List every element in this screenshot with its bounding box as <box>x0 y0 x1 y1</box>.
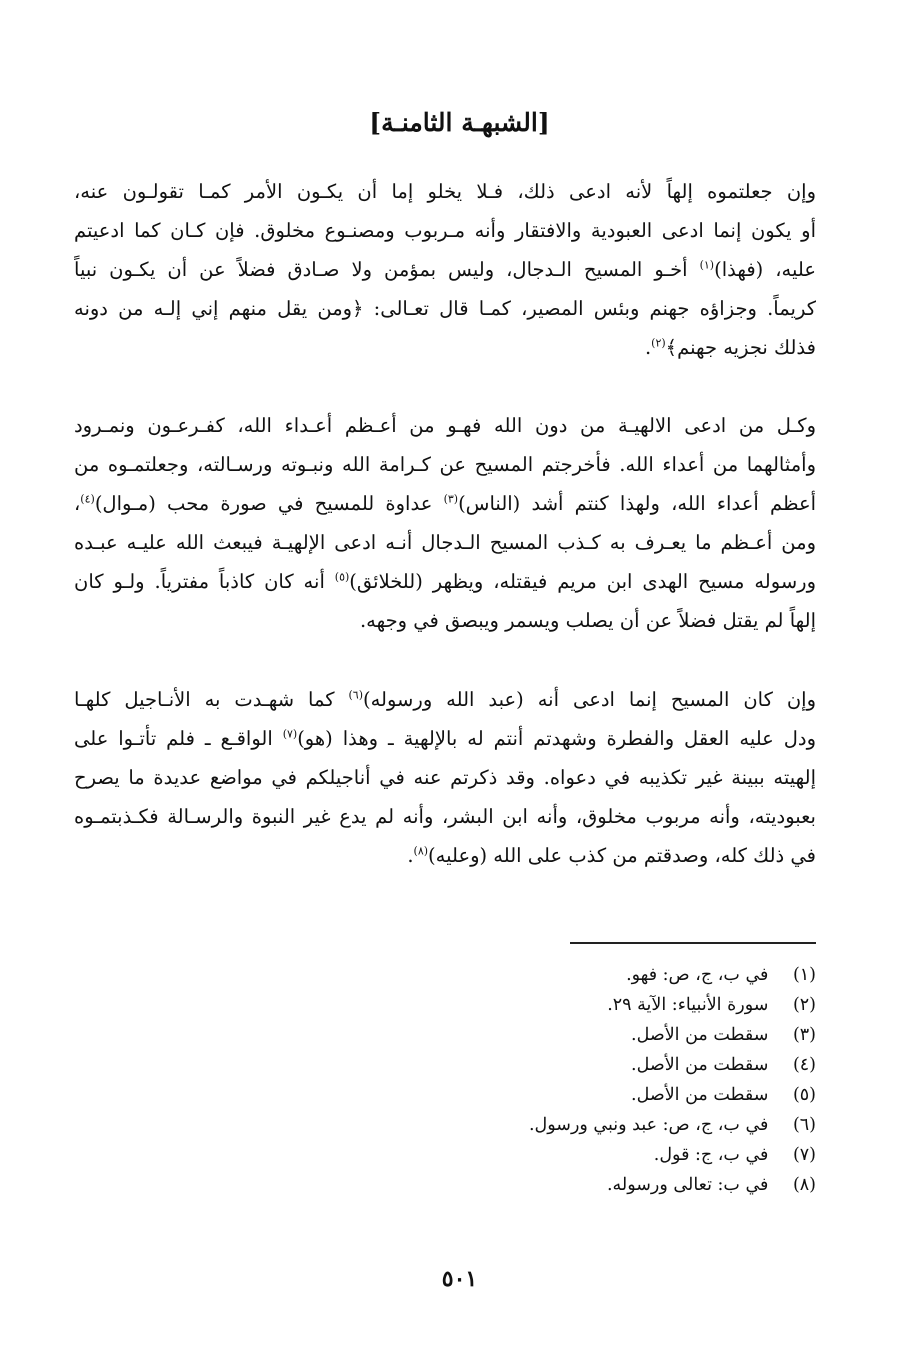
text-line: وإن جعلتموه إلهاً لأنه ادعى ذلك، فـلا يخلو إما أن يكـون الأمر كمـا تقولـون عنه، <box>74 180 816 203</box>
footnote-reference: (٧) <box>282 727 298 741</box>
footnote-reference: (٦) <box>348 688 363 702</box>
text-line: ودل عليه العقل والفطرة وشهدتم أنتم له بالإلهية ـ وهذا (هو)$^{(٧)}$ الواقـع ـ فلم تأتـوا على <box>74 727 816 750</box>
text-line: عليه، (فهذا)$^{(١)}$ أخـو المسيح الـدجال، وليس بمؤمن ولا صـادق فضلاً عن أن يكـون نبياً <box>74 258 816 281</box>
footnote-number: (٨) <box>792 1175 816 1195</box>
footnote-reference: (٣) <box>443 492 459 506</box>
footnote-text: سقطت من الأصل. <box>631 1055 769 1075</box>
footnote-number: (٢) <box>792 995 816 1015</box>
footnote-reference: (١) <box>699 258 715 272</box>
footnote-text: في ب: تعالى ورسوله. <box>606 1175 769 1195</box>
footnote-item <box>300 960 816 990</box>
text-line: كريماً. وجزاؤه جهنم وبئس المصير، كمـا قال تعـالى: ﴿ومن يقل منهم إني إلـه من دونه <box>74 297 816 320</box>
text-line: فذلك نجزيه جهنم﴾$^{(٢)}$. <box>644 336 816 359</box>
text-line: وإن كان المسيح إنما ادعى أنه (عبد الله ورسوله)$^{(٦)}$ كما شهـدت به الأنـاجيل كلهـا <box>74 688 816 711</box>
footnote-number: (١) <box>792 965 816 985</box>
footnote-number: (٣) <box>792 1025 816 1045</box>
text-line: وأمثالهما من أعداء الله. فأخرجتم المسيح عن كـرامة الله ونبـوته ورسـالته، وجعلتمـوه من <box>74 453 816 476</box>
footnote-text: في ب، ج، ص: فهو. <box>626 965 769 985</box>
footnote-reference: (٤) <box>80 492 95 506</box>
text-line: ومن أعـظم ما يعـرف به كـذب المسيح الـدجال أنـه ادعى الإلهيـة فيبعث الله عليـه عبـده <box>74 531 816 554</box>
footnote-number: (٦) <box>792 1115 816 1135</box>
text-line: إلهيته ببينة غير تكذيبه في دعواه. وقد ذكرتم عنه في أناجيلكم في مواضع عديدة ما يصرح <box>74 766 816 789</box>
footnote-reference: (٢) <box>651 336 666 350</box>
footnote-text: في ب، ج، ص: عبد ونبي ورسول. <box>528 1115 769 1135</box>
footnote-item <box>300 1050 816 1080</box>
text-line: أو يكون إنما ادعى العبودية والافتقار وأنه مـربوب ومصنـوع مخلوق. فإن كـان كما ادعيتم <box>74 219 816 242</box>
footnote-text: سورة الأنبياء: الآية ٢٩. <box>607 995 769 1015</box>
text-line: في ذلك كله، وصدقتم من كذب على الله (وعليه)$^{(٨)}$. <box>407 844 816 867</box>
text-line: أعظم أعداء الله، ولهذا كنتم أشد (الناس)$^{(٣)}$ عداوة للمسيح في صورة محب (مـوال)$^{(٤)}$، <box>74 492 816 515</box>
footnote-reference: (٨) <box>413 844 429 858</box>
footnote-number: (٤) <box>792 1055 816 1075</box>
footnotes <box>300 960 816 1200</box>
footnote-text: سقطت من الأصل. <box>631 1085 769 1105</box>
footnote-item <box>300 1110 816 1140</box>
text-line: إلهاً لم يقتل فضلاً عن أن يصلب ويسمر ويبصق في وجهه. <box>359 609 816 632</box>
section-heading: [الشبهـة الثامنـة] <box>369 108 550 137</box>
text-line: وكـل من ادعى الالهيـة من دون الله فهـو من أعـظم أعـداء الله، كفـرعـون ونمـرود <box>74 414 816 437</box>
text-line: ورسوله مسيح الهدى ابن مريم فيقتله، ويظهر (للخلائق)$^{(٥)}$ أنه كان كاذباً مفترياً. ولـو كان <box>74 570 816 593</box>
footnote-text: سقطت من الأصل. <box>631 1025 769 1045</box>
footnote-reference: (٥) <box>334 570 350 584</box>
paragraph-3 <box>74 680 816 875</box>
footnote-number: (٧) <box>792 1145 816 1165</box>
page-number: ٥٠١ <box>441 1266 478 1292</box>
paragraph-2 <box>74 406 816 640</box>
footnote-item <box>300 1020 816 1050</box>
footnote-number: (٥) <box>792 1085 816 1105</box>
footnote-text: في ب، ج: قول. <box>653 1145 769 1165</box>
footnote-item <box>300 1140 816 1170</box>
footnote-item <box>300 990 816 1020</box>
footnote-item <box>300 1080 816 1110</box>
paragraph-1 <box>74 172 816 367</box>
footnote-item <box>300 1170 816 1200</box>
footnote-divider <box>570 942 816 944</box>
text-line: بعبوديته، وأنه مربوب مخلوق، وأنه ابن البشر، وأنه لم يدع غير النبوة والرسـالة فكـذبتمـوه <box>74 805 816 828</box>
